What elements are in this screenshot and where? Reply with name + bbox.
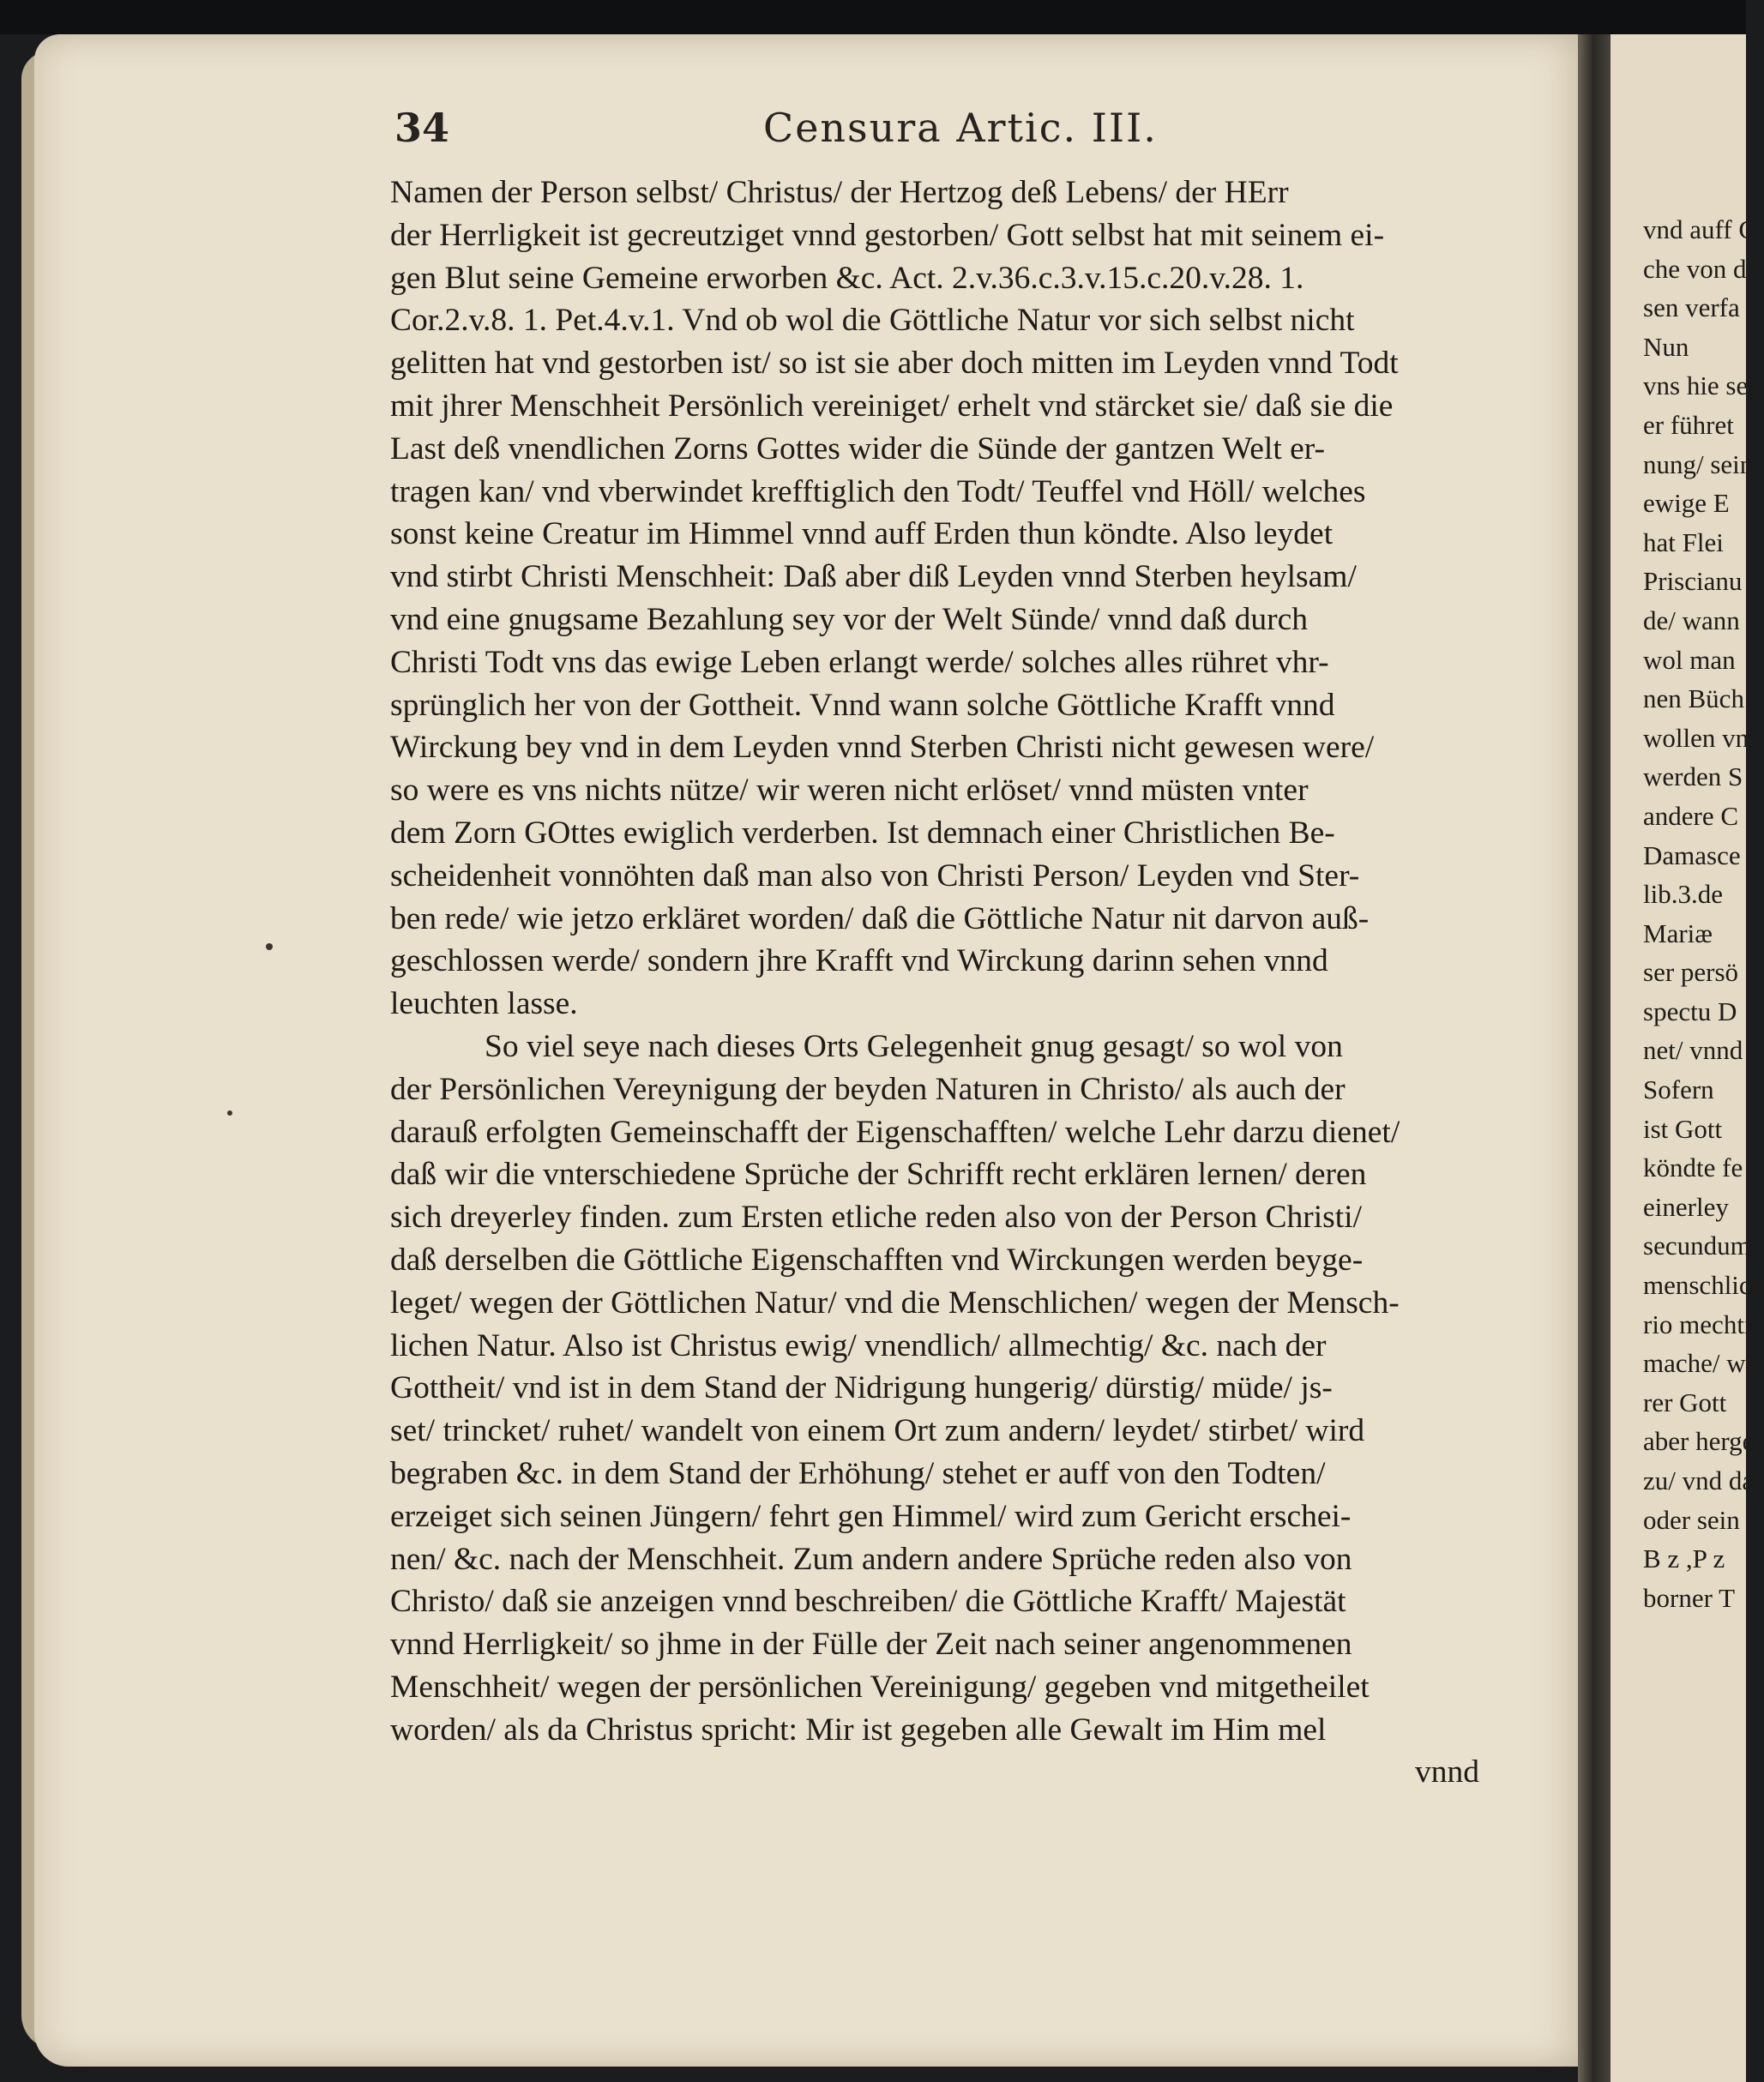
- facing-text-line: werden S: [1643, 761, 1743, 792]
- text-line: sonst keine Creatur im Himmel vnnd auff Erden thun köndte. Also leydet: [390, 516, 1334, 552]
- facing-text-line: wol man: [1643, 644, 1736, 675]
- ink-mark: [266, 943, 273, 950]
- main-text-block: [390, 171, 1496, 1794]
- facing-page-text: [1643, 210, 1764, 1617]
- text-line: sprünglich her von der Gottheit. Vnnd wann solche Göttliche Krafft vnnd: [390, 687, 1335, 723]
- facing-text-line: andere C: [1643, 800, 1739, 831]
- facing-text-line: Mariæ: [1643, 918, 1713, 948]
- scan-background: [0, 0, 1746, 34]
- text-line: Menschheit/ wegen der persönlichen Vereinigung/ gegeben vnd mitgetheilet: [390, 1669, 1370, 1705]
- facing-text-line: rer Gott: [1643, 1387, 1727, 1417]
- facing-text-line: Damasce: [1643, 839, 1741, 870]
- facing-text-line: hat Flei: [1643, 527, 1724, 557]
- catchword: vnnd: [1415, 1754, 1479, 1790]
- book-gutter: [1578, 34, 1612, 2082]
- facing-text-line: che von de: [1643, 253, 1759, 284]
- text-line: ben rede/ wie jetzo erkläret worden/ daß die Göttliche Natur nit darvon auß-: [390, 900, 1370, 936]
- facing-text-line: oder sein: [1643, 1504, 1740, 1535]
- facing-text-line: sen verfa: [1643, 292, 1740, 323]
- facing-text-line: secundum: [1643, 1231, 1751, 1261]
- text-line: Namen der Person selbst/ Christus/ der Hertzog deß Lebens/ der HErr: [390, 175, 1289, 210]
- facing-text-line: de/ wann: [1643, 605, 1740, 635]
- facing-text-line: ewige E: [1643, 488, 1730, 519]
- facing-text-line: er führet: [1643, 409, 1734, 440]
- text-line: leuchten lasse.: [390, 986, 578, 1022]
- facing-text-line: einerley: [1643, 1191, 1729, 1222]
- facing-text-line: net/ vnnd: [1643, 1035, 1743, 1066]
- text-line: set/ trincket/ ruhet/ wandelt von einem Ort zum andern/ leydet/ stirbet/ wird: [390, 1413, 1365, 1449]
- ink-mark: [227, 1110, 232, 1116]
- page-number: 34: [394, 105, 450, 151]
- text-line: Gottheit/ vnd ist in dem Stand der Nidrigung hungerig/ dürstig/ müde/ js-: [390, 1370, 1333, 1406]
- text-line: vnnd Herrligkeit/ so jhme in der Fülle der Zeit nach seiner angenommenen: [390, 1627, 1352, 1663]
- text-line: Wirckung bey vnd in dem Leyden vnnd Sterben Christi nicht gewesen were/: [390, 730, 1375, 766]
- text-line: lichen Natur. Also ist Christus ewig/ vnendlich/ allmechtig/ &c. nach der: [390, 1327, 1327, 1363]
- facing-text-line: nen Büch: [1643, 683, 1744, 714]
- text-line: darauß erfolgten Gemeinschafft der Eigenschafften/ welche Lehr darzu dienet/: [390, 1114, 1400, 1150]
- text-line: Christo/ daß sie anzeigen vnnd beschreiben/ die Göttliche Krafft/ Majestät: [390, 1584, 1346, 1620]
- facing-text-line: ser persö: [1643, 957, 1739, 988]
- facing-text-line: wollen vn: [1643, 722, 1749, 753]
- text-line: dem Zorn GOttes ewiglich verderben. Ist demnach einer Christlichen Be-: [390, 815, 1335, 851]
- facing-text-line: menschlich: [1643, 1270, 1764, 1301]
- facing-text-line: Priscianu: [1643, 566, 1743, 597]
- running-head: [394, 105, 1509, 165]
- text-line: begraben &c. in dem Stand der Erhöhung/ stehet er auff von den Todten/: [390, 1455, 1326, 1491]
- text-line: erzeiget sich seinen Jüngern/ fehrt gen Himmel/ wird zum Gericht erschei-: [390, 1498, 1352, 1534]
- text-line: Christi Todt vns das ewige Leben erlangt werde/ solches alles rühret vhr-: [390, 644, 1329, 680]
- facing-text-line: ist Gott: [1643, 1113, 1723, 1144]
- facing-text-line: spectu D: [1643, 996, 1737, 1026]
- facing-text-line: mache/ wi: [1643, 1348, 1754, 1379]
- text-line: daß derselben die Göttliche Eigenschafften vnd Wirckungen werden beyge-: [390, 1242, 1364, 1278]
- text-line: So viel seye nach dieses Orts Gelegenheit gnug gesagt/ so wol von: [485, 1028, 1343, 1064]
- text-line: gen Blut seine Gemeine erworben &c. Act. 2.v.36.c.3.v.15.c.20.v.28. 1.: [390, 260, 1304, 296]
- text-line: tragen kan/ vnd vberwindet krefftiglich den Todt/ Teuffel vnd Höll/ welches: [390, 473, 1366, 509]
- text-line: vnd stirbt Christi Menschheit: Daß aber diß Leyden vnnd Sterben heylsam/: [390, 559, 1357, 595]
- text-line: der Herrligkeit ist gecreutziget vnnd gestorben/ Gott selbst hat mit seinem ei-: [390, 217, 1385, 253]
- running-title: Censura Artic. III.: [763, 105, 1158, 151]
- text-line: nen/ &c. nach der Menschheit. Zum andern andere Sprüche reden also von: [390, 1541, 1352, 1577]
- text-line: mit jhrer Menschheit Persönlich vereiniget/ erhelt vnd stärcket sie/ daß sie die: [390, 388, 1394, 424]
- facing-text-line: lib.3.de: [1643, 879, 1723, 910]
- text-line: der Persönlichen Vereynigung der beyden Naturen in Christo/ als auch der: [390, 1071, 1346, 1107]
- facing-text-line: köndte fe: [1643, 1152, 1743, 1183]
- text-line: so were es vns nichts nütze/ wir weren nicht erlöset/ vnnd müsten vnter: [390, 773, 1309, 809]
- facing-text-line: vns hie sel: [1643, 370, 1755, 401]
- facing-text-line: vnd auff C: [1643, 214, 1757, 244]
- facing-text-line: B z ,P z: [1643, 1543, 1725, 1574]
- text-line: daß wir die vnterschiedene Sprüche der Schrifft recht erklären lernen/ deren: [390, 1157, 1367, 1193]
- facing-text-line: rio mechti: [1643, 1309, 1752, 1339]
- facing-page: [1610, 34, 1764, 2082]
- text-line: Last deß vnendlichen Zorns Gottes wider die Sünde der gantzen Welt er-: [390, 430, 1325, 466]
- text-line: vnd eine gnugsame Bezahlung sey vor der Welt Sünde/ vnnd daß durch: [390, 601, 1308, 637]
- text-line: geschlossen werde/ sondern jhre Krafft vnd Wirckung darinn sehen vnnd: [390, 943, 1328, 979]
- facing-text-line: aber herge: [1643, 1426, 1755, 1457]
- facing-text-line: Sofern: [1643, 1074, 1714, 1105]
- text-line: sich dreyerley finden. zum Ersten etliche reden also von der Person Christi/: [390, 1200, 1363, 1236]
- text-line: leget/ wegen der Göttlichen Natur/ vnd die Menschlichen/ wegen der Mensch-: [390, 1285, 1400, 1321]
- text-line: gelitten hat vnd gestorben ist/ so ist sie aber doch mitten im Leyden vnnd Todt: [390, 346, 1399, 382]
- facing-text-line: zu/ vnd da: [1643, 1465, 1755, 1495]
- text-line: worden/ als da Christus spricht: Mir ist gegeben alle Gewalt im Him mel: [390, 1712, 1327, 1748]
- text-line: Cor.2.v.8. 1. Pet.4.v.1. Vnd ob wol die Göttliche Natur vor sich selbst nicht: [390, 303, 1355, 339]
- facing-text-line: Nun: [1643, 331, 1689, 362]
- text-line: scheidenheit vonnöhten daß man also von Christi Person/ Leyden vnd Ster-: [390, 857, 1360, 894]
- facing-text-line: nung/ sein: [1643, 448, 1754, 479]
- facing-text-line: borner T: [1643, 1582, 1736, 1613]
